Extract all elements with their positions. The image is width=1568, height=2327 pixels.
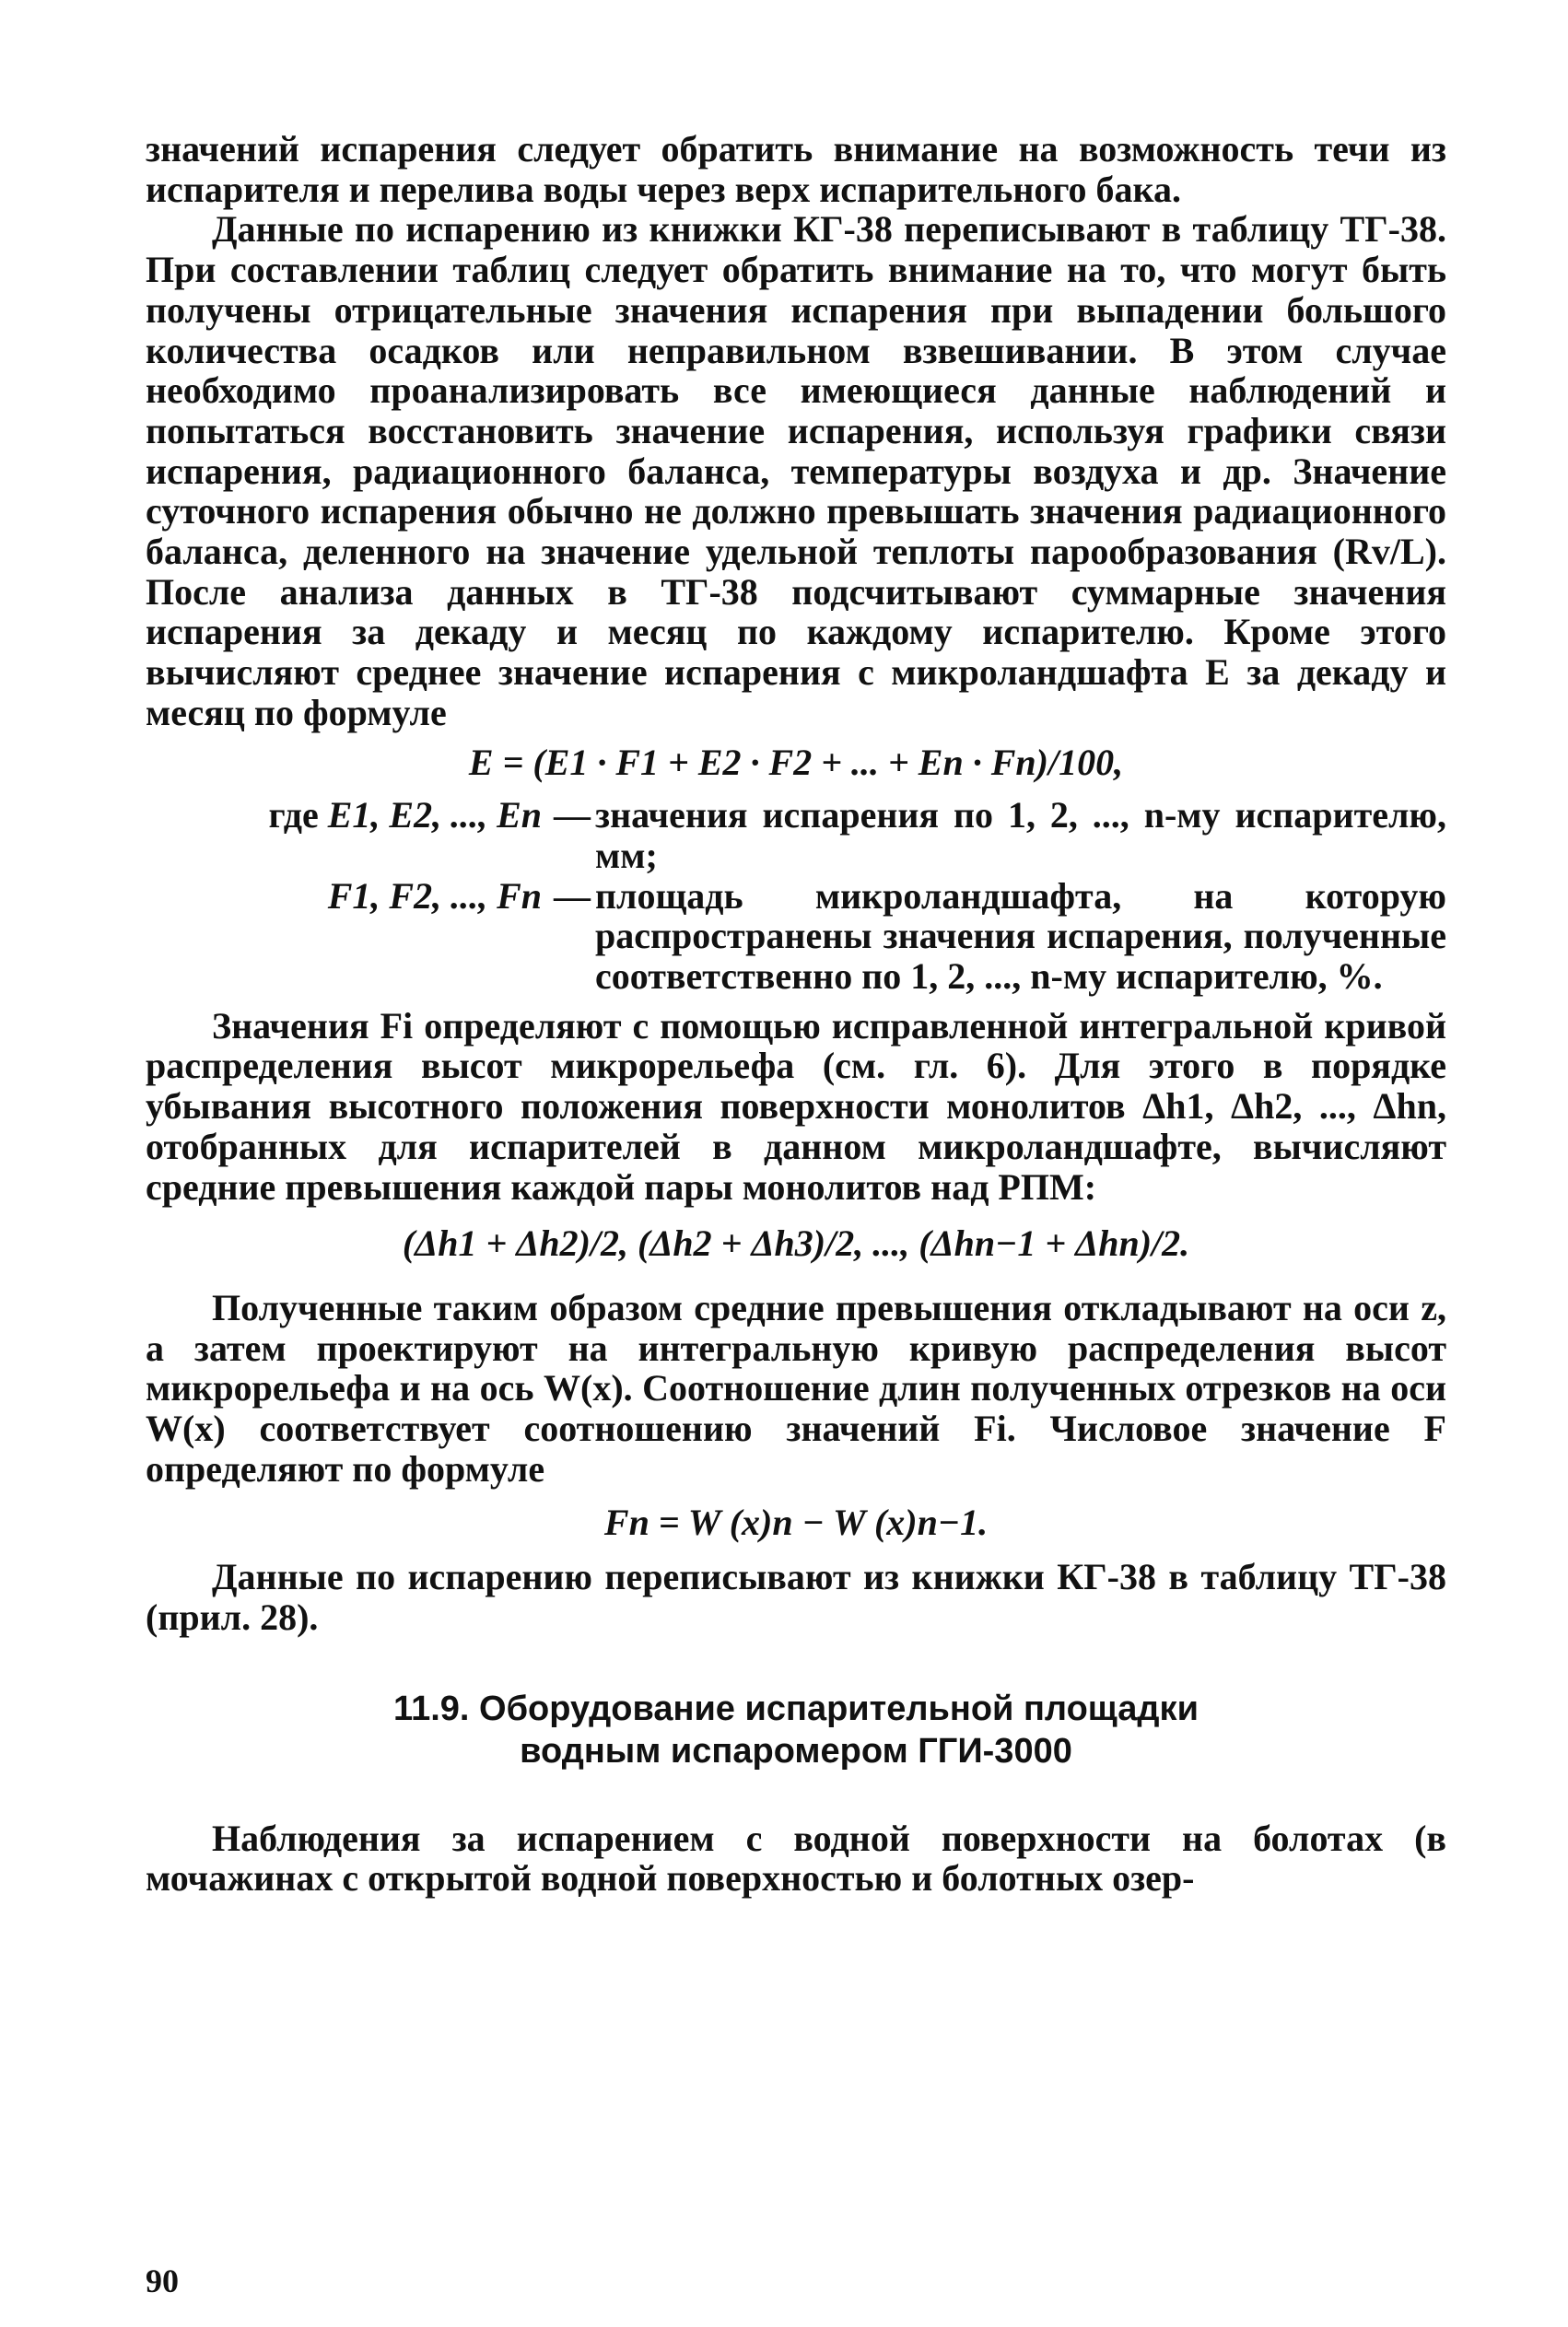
section-heading	[146, 1688, 1446, 1772]
legend-dash-e: —	[554, 794, 591, 836]
formula-mean-heights: (Δh1 + Δh2)/2, (Δh2 + Δh3)/2, ..., (Δhn−1 + Δhn)/2.	[402, 1222, 1190, 1265]
page-number: 90	[146, 2263, 179, 2299]
paragraph-6: Наблюдения за испарением с водной поверхности на болотах (в мочажинах с открытой водной поверхностью и болотных озер-	[146, 1817, 1446, 1900]
legend-symbol-e	[146, 795, 549, 875]
legend-lead: где	[268, 794, 319, 836]
section-heading-line-2: водным испаромером ГГИ-3000	[520, 1731, 1072, 1771]
formula-area: Fn = W (x)n − W (x)n−1.	[603, 1501, 989, 1543]
page-body	[146, 129, 1446, 1899]
formula-legend	[146, 795, 1446, 997]
legend-definition-e: значения испарения по 1, 2, ..., n-му испарителю, мм;	[595, 794, 1446, 876]
legend-symbol-f: F1, F2, ..., Fn	[327, 874, 542, 917]
legend-row-f	[146, 876, 1446, 997]
paragraph-4: Полученные таким образом средние превышения откладывают на оси z, а затем проектируют на интегральную кривую распределения высот микрорельефа и на ось W(x). Соотношение длин полученных отрезков на оси W(x) соответствует соотношению значений Fi. Числовое значение F определяют по формуле	[146, 1286, 1446, 1490]
section-heading-line-1: 11.9. Оборудование испарительной площадки	[393, 1689, 1199, 1728]
paragraph-1: значений испарения следует обратить внимание на возможность течи из испарителя и перелива воды через верх испарительного бака.	[146, 128, 1446, 210]
legend-row-e	[146, 795, 1446, 875]
paragraph-3: Значения Fi определяют с помощью исправленной интегральной кривой распределения высот микрорельефа (см. гл. 6). Для этого в порядке убывания высотного положения поверхности монолитов Δh1, Δh2, ..., Δhn, отобранных для испарителей в данном микроландшафте, вычисляют средние превышения каждой пары монолитов над РПМ:	[146, 1004, 1446, 1208]
paragraph-2: Данные по испарению из книжки КГ-38 переписывают в таблицу ТГ-38. При составлении таблиц следует обратить внимание на то, что могут быть получены отрицательные значения испарения при выпадении большого количества осадков или неправильном взвешивании. В этом случае необходимо проанализировать все имеющиеся данные наблюдений и попытаться восстановить значение испарения, используя графики связи испарения, радиационного баланса, температуры воздуха и др. Значение суточного испарения обычно не должно превышать значения радиационного баланса, деленного на значение удельной теплоты парообразования (Rv/L). После анализа данных в ТГ-38 подсчитывают суммарные значения испарения за декаду и месяц по каждому испарителю. Кроме этого вычисляют среднее значение испарения с микроландшафта E за декаду и месяц по формуле	[146, 208, 1446, 733]
formula-evaporation-mean: E = (E1 · F1 + E2 · F2 + ... + En · Fn)/100,	[468, 741, 1124, 783]
legend-dash-f: —	[554, 874, 591, 917]
legend-symbol-e-text: E1, E2, ..., En	[327, 794, 542, 836]
paragraph-5: Данные по испарению переписывают из книжки КГ-38 в таблицу ТГ-38 (прил. 28).	[146, 1556, 1446, 1638]
legend-definition-f: площадь микроландшафта, на которую распространены значения испарения, полученные соответственно по 1, 2, ..., n-му испарителю, %.	[595, 874, 1446, 998]
